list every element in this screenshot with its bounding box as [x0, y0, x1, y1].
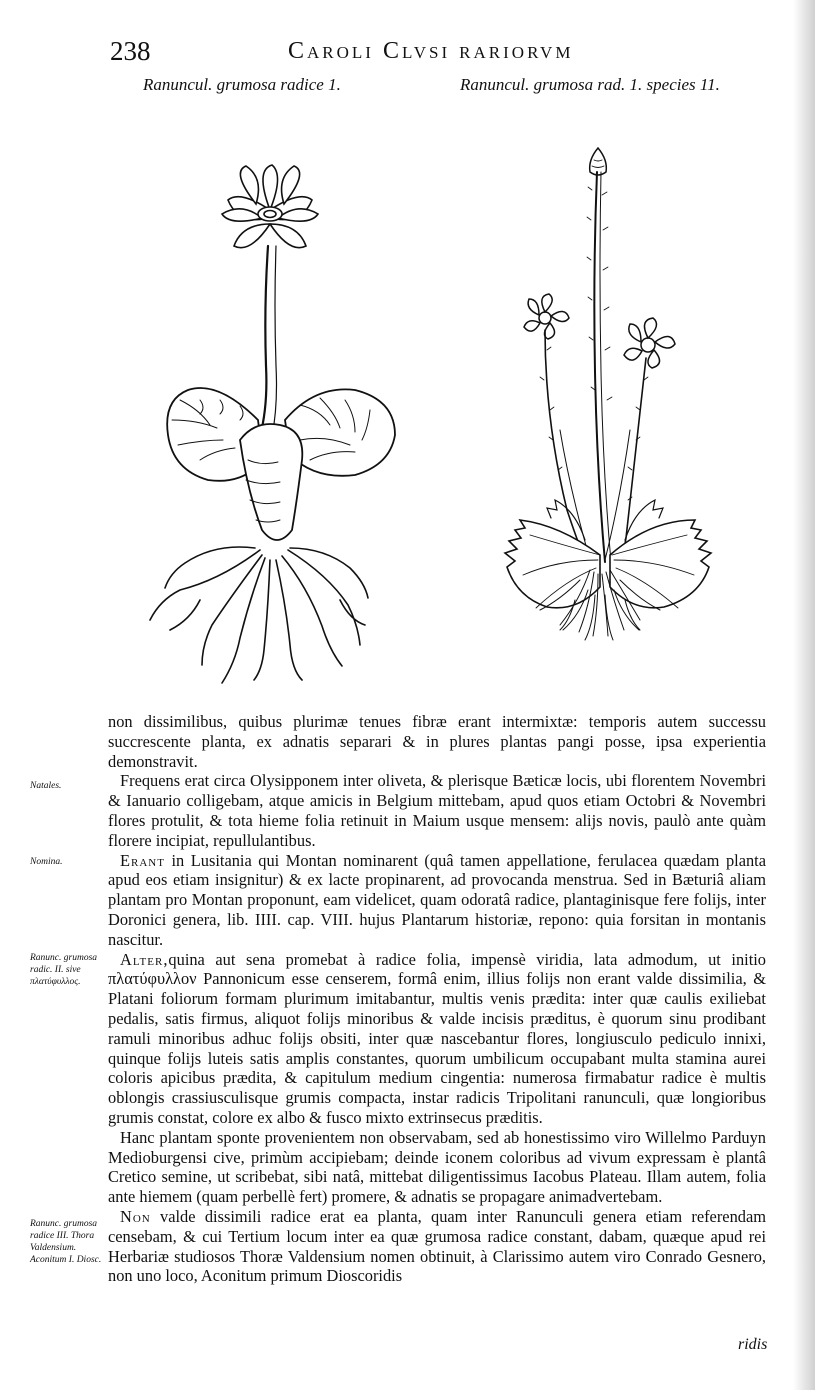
paragraph-natales: Frequens erat circa Olysipponem inter oliveta, & plerisque Bæticæ locis, ubi florentem Novembri & Ianuario colligebam, atque amicis in Belgium mittebam, apud quos etiam Octobri & Novembri flores protulit, & tota hieme folia retinuit in Maium usque mensem: alijs novis, paulò ante quàm florere incipiat, repullulantibus. — [108, 771, 766, 850]
paragraph-continuation: non dissimilibus, quibus plurimæ tenues fibræ erant intermixtæ: temporis autem successu succrescente planta, ex adnatis separari & in plures plantas pangi posse, ipsa experientia demonstravit. — [108, 712, 766, 771]
right-plant-woodcut — [505, 148, 711, 640]
paragraph-non-text: valde dissimili radice erat ea planta, quam inter Ranunculi genera etiam referendam censebam, & cui Tertium locum inter ea quæ grumosa radice constant, dabam, quæque apud rei Herbariæ studiosos Thoræ Valdensium nomen obtinuit, à Clarissimo autem viro Conrado Gesnero, non uno loco, Aconitum primum Dioscoridis — [108, 1206, 766, 1286]
margin-note-natales: Natales. — [30, 781, 62, 791]
right-plant-left-flower-icon — [524, 294, 569, 339]
margin-note-ranunc-2: Ranunc. grumosa radic. II. sive πλατύφυλλος. — [30, 953, 98, 987]
paragraph-alter-text: quina aut sena promebat à radice folia, impensè viridia, lata admodum, ut initio πλατύφυλλον Pannonicum esse censerem, formâ enim, illius folijs non erant valde dissimilia, & Platani foliorum formam plurimum imitabantur, multis venis prædita: inter quæ caulis exiliebat pedalis, satis firmus, aliquot folijs minoribus & valde incisis præditus, è quorum sinu prodibant ramuli minoribus adhuc folijs obsiti, inter quæ nascebantur flores, longiusculo pediculo innixi, quinque folijs luteis satis amplis constantes, quorum umbilicum occupabant multa stamina aurei coloris apicibus prædita, & capitulum medium cingentia: numerosa firmabatur radice è multis oblongis crassiusculisque grumis compacta, instar radicis Tripolitani ranunculi, quæ longioribus grumis constat, colore ex albo & fusco mixto extrinsecus præditis. — [108, 949, 766, 1127]
right-plant-bud-icon — [590, 148, 607, 175]
paragraph-hanc-plantam: Hanc plantam sponte provenientem non observabam, sed ab honestissimo viro Willelmo Parduyn Medioburgensi cive, primùm accipiebam; deinde iconem coloribus ad vivum expressam è plantâ Cretico semine, ut scribebat, sibi natâ, mittebat diligentissimus Iacobus Plateau. Illam autem, folia ante hiemem (quam perbellè fert) promere, & adnatis se propagare animadvertebam. — [108, 1127, 766, 1207]
margin-note-nomina: Nomina. — [30, 857, 63, 867]
main-text — [108, 712, 766, 1286]
margin-note-ranunc-3: Ranunc. grumosa radice III. Thora Valdensium. Aconitum I. Diosc. — [30, 1219, 102, 1265]
left-plant-roots — [150, 547, 368, 683]
paragraph-non — [108, 1207, 766, 1286]
woodcut-illustrations — [0, 100, 815, 700]
right-plant-right-flower-icon — [624, 318, 675, 368]
catchword: ridis — [738, 1336, 768, 1353]
paragraph-alter-lead: Alter, — [120, 949, 169, 969]
figure-caption-left: Ranuncul. grumosa radice 1. — [143, 75, 341, 94]
left-plant-flower-icon — [222, 165, 318, 248]
figure-caption-right: Ranuncul. grumosa rad. 1. species 11. — [460, 75, 720, 94]
paragraph-nomina-lead: Erant — [120, 850, 165, 870]
left-plant-woodcut — [150, 165, 395, 683]
running-head — [110, 36, 790, 76]
paragraph-non-lead: Non — [120, 1206, 151, 1226]
paragraph-alter — [108, 950, 766, 1128]
paragraph-nomina-text: in Lusitania qui Montan nominarent (quâ tamen appellatione, ferulacea quædam planta apud eos etiam insignitur) & ex lacte propinarent, ad provocanda menstrua. Sed in Bæturiâ aliam plantam pro Montan proponunt, eam videlicet, quam odoratâ radice, plantaginisque fere folijs, inter Doronici genera, lib. IIII. cap. VIII. hujus Plantarum historiæ, repono: quia forsitan in montanis nascitur. — [108, 850, 766, 949]
paragraph-nomina — [108, 851, 766, 950]
running-title: Caroli Clvsi rariorvm — [288, 38, 574, 64]
page-number: 238 — [110, 36, 151, 66]
